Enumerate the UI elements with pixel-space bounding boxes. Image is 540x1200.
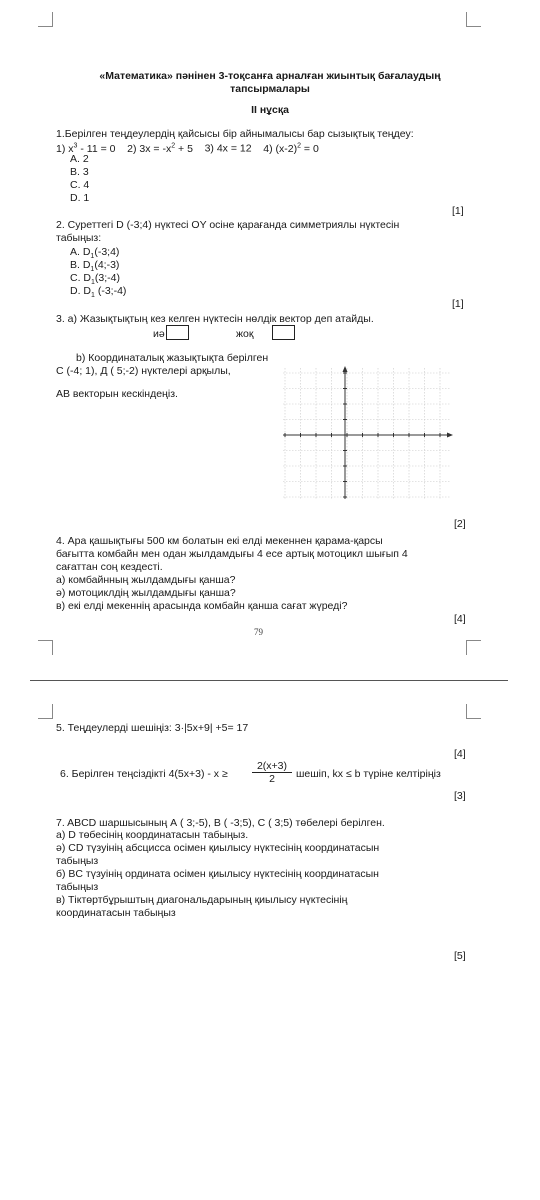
q3a-no-checkbox[interactable] [272, 325, 295, 340]
q5-mark: [4] [454, 748, 466, 760]
q2-option-d: D. $D_1$ (-3;-4) [70, 285, 127, 300]
q3b-line2: С (-4; 1), Д ( 5;-2) нүктелері арқылы, [56, 365, 231, 377]
corner-mark-top-right-page2 [466, 704, 481, 719]
q2-text-line2: табыңыз: [56, 232, 102, 244]
q1-equations [56, 140, 319, 155]
q3a-no-label: жоқ [236, 328, 254, 340]
q1-option-d: D. 1 [70, 192, 90, 204]
q4-v: в) екі елді мекеннің арасында комбайн қанша сағат жүреді? [56, 600, 348, 612]
q3a-text: 3. a) Жазықтықтың кез келген нүктесін нөлдік вектор деп атайды. [56, 313, 374, 325]
x-axis-arrow-icon [447, 433, 453, 438]
corner-mark-bottom-right [466, 640, 481, 655]
q2-option-a: A. $D_1(-3;4)$ [70, 246, 120, 261]
q6-suffix: шешіп, kx ≤ b түріне келтіріңіз [296, 768, 441, 780]
q7-ae-line1: ә) CD түзуінің абсцисса осімен қиылысу нүктесінің координатасын [56, 842, 380, 854]
q6-mark: [3] [454, 790, 466, 802]
variant-label: II нұсқа [251, 104, 289, 116]
q1-eq4: 4) $(x-2)^2 = 0$ [263, 142, 319, 155]
corner-mark-top-right [466, 12, 481, 27]
q6-numerator: 2(x+3) [252, 760, 292, 773]
page-title-line2: тапсырмалары [230, 83, 310, 95]
q4-line2: бағытта комбайн мен одан жылдамдығы 4 есе артық мотоцикл шығып 4 [56, 548, 408, 560]
q1-eq3: 3) 4x = 12 [204, 142, 252, 155]
q7-b-line1: б) BC түзуінің ордината осімен қиылысу нүктесінің координатасын [56, 868, 379, 880]
q4-a: а) комбайнның жылдамдығы қанша? [56, 574, 236, 586]
q3-mark: [2] [454, 518, 466, 530]
q4-mark: [4] [454, 613, 466, 625]
q2-option-b: B. $D_1(4;-3)$ [70, 259, 120, 274]
corner-mark-top-left [38, 12, 53, 27]
corner-mark-bottom-left [38, 640, 53, 655]
q7-v-line2: координатасын табыңыз [56, 907, 176, 919]
q1-mark: [1] [452, 205, 464, 217]
page-title: «Математика» пәнінен 3-тоқсанға арналған жиынтық бағалаудың [99, 70, 441, 82]
q6-fraction [252, 760, 292, 785]
q2-mark: [1] [452, 298, 464, 310]
q3b-line3: АВ векторын кескіндеңіз. [56, 388, 178, 400]
coordinate-grid[interactable] [283, 366, 453, 501]
q5-text: 5. Теңдеулерді шешіңіз: 3·|5x+9| +5= 17 [56, 722, 249, 734]
q1-text: 1.Берілген теңдеулердің қайсысы бір айнымалысы бар сызықтық теңдеу: [56, 128, 414, 140]
q7-v-line1: в) Тіктөртбұрыштың диагональдарының қиылысу нүктесінің [56, 894, 348, 906]
q1-option-a: A. 2 [70, 153, 89, 165]
q6-denominator: 2 [269, 773, 275, 785]
q7-a: а) D төбесінің координатасын табыңыз. [56, 829, 249, 841]
q1-option-b: B. 3 [70, 166, 89, 178]
page-separator [30, 680, 508, 681]
q3a-yes-label: иә [153, 328, 165, 340]
corner-mark-top-left-page2 [38, 704, 53, 719]
q2-text: 2. Суреттегі D (-3;4) нүктесі OY осіне қарағанда симметриялы нүктесін [56, 219, 400, 231]
q2-option-c: C. $D_1(3;-4)$ [70, 272, 120, 287]
grid-lines [283, 368, 451, 499]
q4-line3: сағаттан соң кездесті. [56, 561, 163, 573]
q3b-line1: b) Координаталық жазықтықта берілген [76, 352, 269, 364]
q7-mark: [5] [454, 950, 466, 962]
q1-option-c: C. 4 [70, 179, 90, 191]
q7-line1: 7. ABCD шаршысының А ( 3;-5), В ( -3;5), С ( 3;5) төбелері берілген. [56, 817, 385, 829]
page-number: 79 [254, 627, 263, 637]
q1-eq1: 1) $x^3 - 11 = 0$ [56, 142, 116, 155]
q6-prefix: 6. Берілген теңсіздікті 4(5x+3) - x ≥ [60, 768, 228, 780]
q7-ae-line2: табыңыз [56, 855, 99, 867]
q4-ae: ә) мотоциклдің жылдамдығы қанша? [56, 587, 236, 599]
q4-line1: 4. Ара қашықтығы 500 км болатын екі елді мекеннен қарама-қарсы [56, 535, 383, 547]
q3a-yes-checkbox[interactable] [166, 325, 189, 340]
q1-eq2: 2) $3x = -x^2 + 5$ [127, 142, 193, 155]
q7-b-line2: табыңыз [56, 881, 99, 893]
